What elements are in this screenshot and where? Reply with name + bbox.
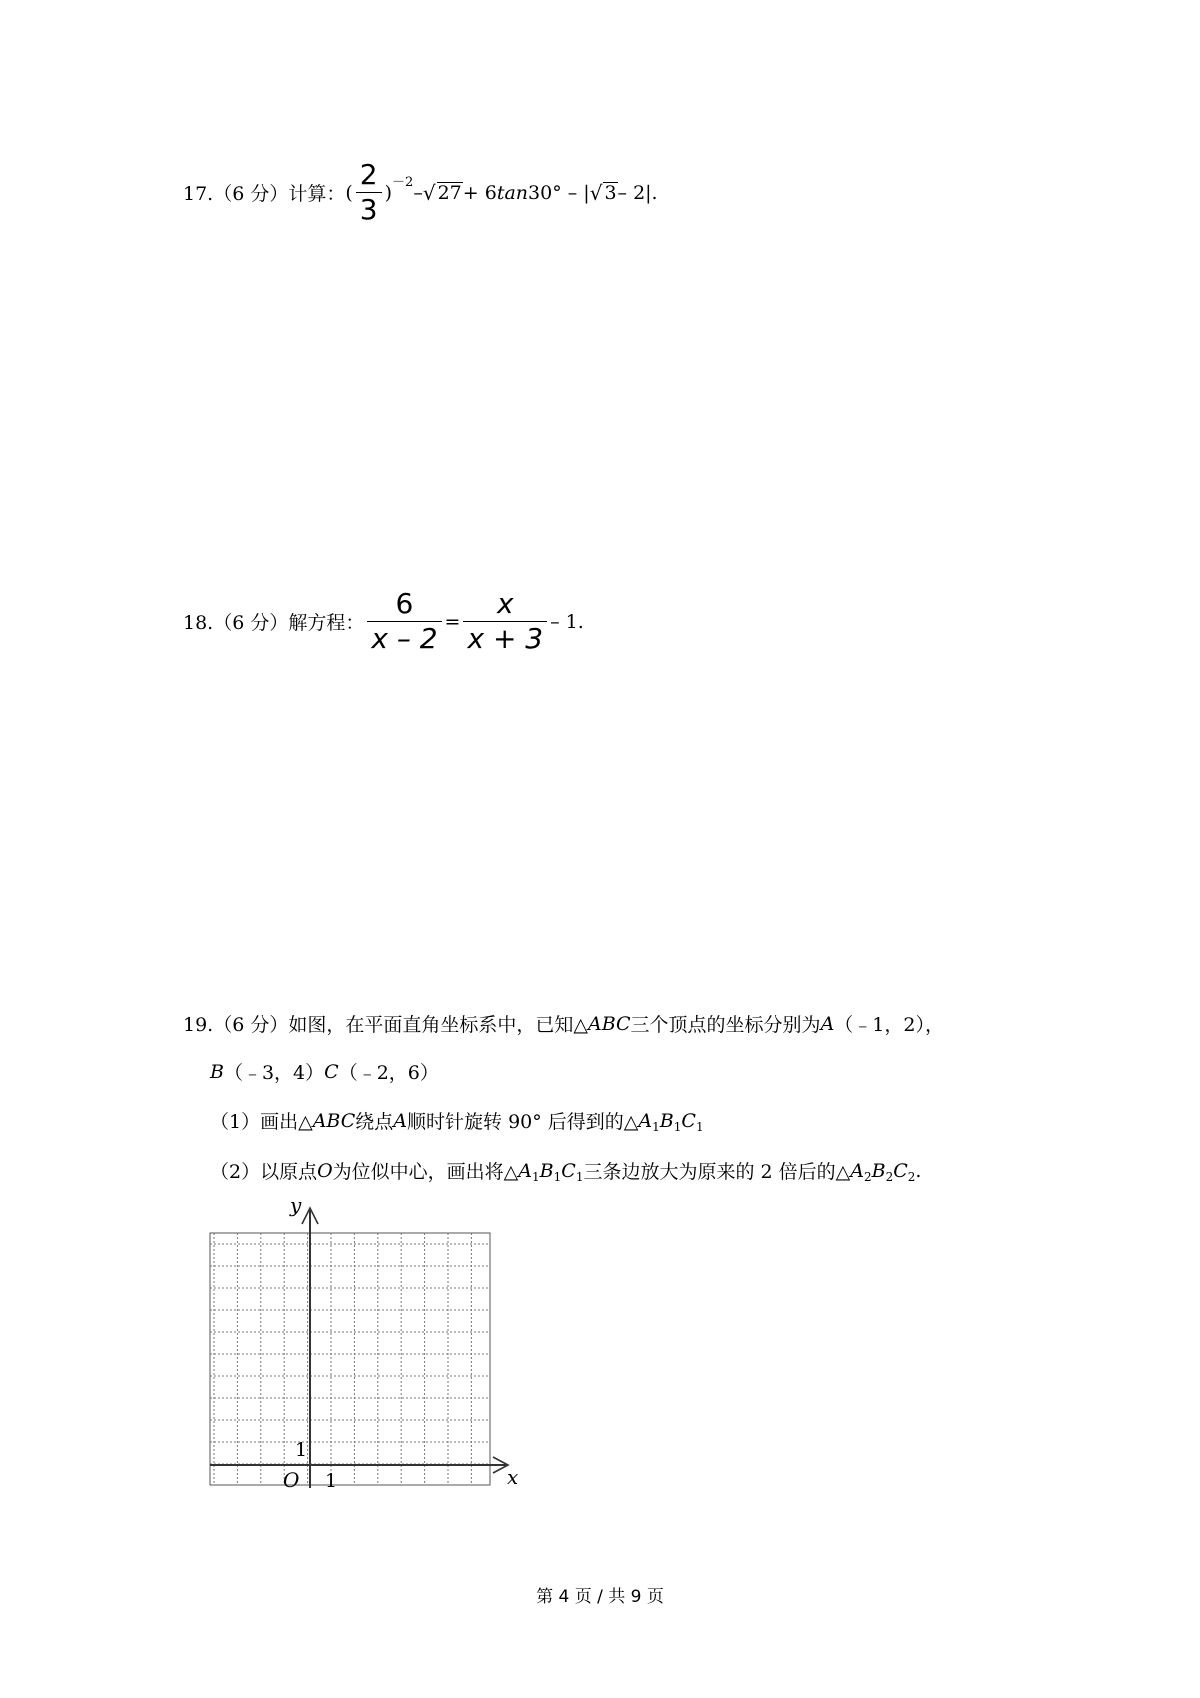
radical-icon: √ (422, 180, 436, 205)
y-unit-label: 1 (295, 1439, 308, 1461)
tri1-A: A (638, 1109, 653, 1132)
q18-prefix: 18.（6 分）解方程： (183, 612, 365, 634)
question-19-part1: （1）画出△ ABC 绕点 A 顺时针旋转 90° 后得到的△ A 1 B 1 C 1 (210, 1109, 704, 1134)
grid-lines (210, 1233, 490, 1485)
tri2-C: C (893, 1159, 908, 1182)
question-19-line2: B （﹣3，4） C （﹣2，6） (210, 1060, 439, 1084)
q17-plus: + 6 (462, 181, 497, 204)
q18-right-fraction (463, 587, 547, 656)
q17-angle: 30° – | (528, 181, 590, 204)
q17-minus: – (413, 181, 423, 204)
question-18 (183, 587, 584, 656)
q18-left-num: 6 (395, 587, 414, 620)
q17-sqrt2: 3 (604, 182, 617, 204)
q17-exponent: －2 (392, 175, 414, 190)
q18-equals: = (444, 610, 461, 633)
q17-tan: tan (496, 181, 529, 204)
coordinate-grid-svg (195, 1198, 525, 1508)
x-unit-label: 1 (325, 1470, 338, 1492)
q17-frac-den: 3 (359, 193, 378, 226)
q17-prefix: 17.（6 分）计算： (183, 183, 346, 205)
q18-right-num: x (497, 587, 514, 620)
coordinate-grid (195, 1198, 525, 1512)
q18-tail: – 1. (550, 610, 584, 633)
q17-tail: – 2|. (617, 181, 658, 204)
q17-fraction (356, 158, 382, 227)
q17-sqrt1: 27 (437, 182, 462, 204)
question-19-line1: 19.（6 分）如图，在平面直角坐标系中，已知△ ABC 三个顶点的坐标分别为 A （﹣1，2）， (183, 1012, 944, 1036)
question-19-part2: （2）以原点 O 为位似中心，画出将△ A 1 B 1 C 1 三条边放大为原来的 2 倍后的△ A 2 B 2 C 2 . (210, 1159, 922, 1184)
x-axis-label: x (507, 1465, 519, 1489)
tri2-B: B (871, 1159, 886, 1182)
tri1-C: C (681, 1109, 696, 1132)
q18-left-fraction (367, 587, 441, 656)
page-footer: 第 4 页 / 共 9 页 (536, 1587, 664, 1607)
tri1-B: B (659, 1109, 674, 1132)
radical-icon: √ (589, 180, 603, 205)
y-axis-label: y (290, 1198, 302, 1217)
question-17: 17.（6 分）计算： ( $\frac{2}{3}$ ) －2 – √ 27 + 6 tan 30° – | √ 3 – 2|. (183, 158, 658, 226)
q17-frac-num: 2 (359, 158, 378, 191)
q18-left-den: x – 2 (371, 622, 438, 655)
origin-label: O (283, 1468, 300, 1492)
tri2-A: A (850, 1159, 864, 1182)
q18-right-den: x + 3 (467, 622, 544, 655)
